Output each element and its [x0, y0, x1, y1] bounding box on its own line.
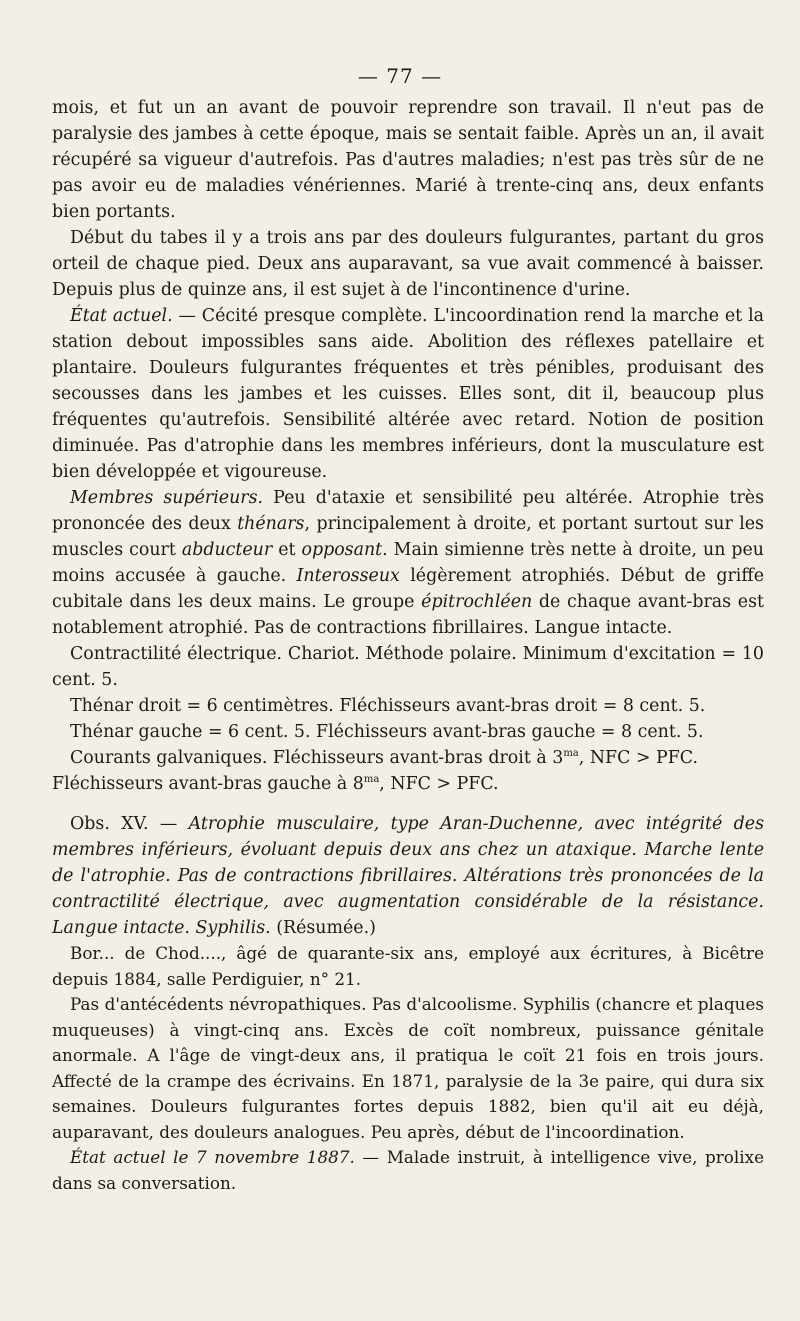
section-label: État actuel le 7 novembre 1887.: [70, 1147, 355, 1167]
paragraph: Thénar gauche = 6 cent. 5. Fléchisseurs avant-bras gauche = 8 cent. 5.: [70, 722, 704, 742]
paragraph: Pas d'antécédents névropathiques. Pas d'alcoolisme. Syphilis (chancre et plaques muqueuses) à vingt-cinq ans. Excès de coït nombreux, puissance génitale anormale. A l'âge de vingt-deux ans, il pratiqua le coït 21 fois en trois jours. Affecté de la crampe des écrivains. En 1871, paralysie de la 3e paire, qui dura six semaines. Douleurs fulgurantes fortes depuis 1882, bien qu'il ait eu déjà, auparavant, des douleurs analogues. Peu après, début de l'incoordination.: [52, 994, 764, 1142]
paragraph: Membres supérieurs. Peu d'ataxie et sensibilité peu altérée. Atrophie très prononcée des deux thénars, principalement à droite, et portant surtout sur les muscles court abducteur et opposant. Main simienne très nette à droite, un peu moins accusée à gauche. Interosseux légèrement atrophiés. Début de griffe cubitale dans les deux mains. Le groupe épitrochléen de chaque avant-bras est notablement atrophié. Pas de contractions fibrillaires. Langue intacte.: [52, 488, 765, 638]
observation-heading: Obs. XV. — Atrophie musculaire, type Aran-Duchenne, avec intégrité des membres inférieurs, évoluant depuis deux ans chez un ataxique. Marche lente de l'atrophie. Pas de contractions fibrillaires. Altérations très prononcées de la contractilité électrique, avec augmentation considérable de la résistance. Langue intacte. Syphilis. (Résumée.): [52, 814, 764, 938]
page-number: — 77 —: [357, 64, 443, 88]
section-label: Membres supérieurs.: [70, 488, 264, 508]
paragraph: État actuel. — Cécité presque complète. L'incoordination rend la marche et la station debout impossibles sans aide. Abolition des réflexes patellaire et plantaire. Douleurs fulgurantes fréquentes et très pénibles, produisant des secousses dans les jambes et les cuisses. Elles sont, dit il, beaucoup plus fréquentes qu'autrefois. Sensibilité altérée avec retard. Notion de position diminuée. Pas d'atrophie dans les membres inférieurs, dont la musculature est bien développée et vigoureuse.: [52, 306, 764, 482]
paragraph: Contractilité électrique. Chariot. Méthode polaire. Minimum d'excitation = 10 cent. 5.: [52, 644, 764, 690]
page-body: [52, 95, 764, 1196]
paragraph: Bor... de Chod...., âgé de quarante-six ans, employé aux écritures, à Bicêtre depuis 1884, salle Perdiguier, n° 21.: [52, 943, 764, 989]
section-label: État actuel.: [70, 306, 173, 326]
paragraph: État actuel le 7 novembre 1887. — Malade instruit, à intelligence vive, prolixe dans sa conversation.: [52, 1147, 764, 1193]
paragraph: Début du tabes il y a trois ans par des douleurs fulgurantes, partant du gros orteil de chaque pied. Deux ans auparavant, sa vue avait commencé à baisser. Depuis plus de quinze ans, il est sujet à de l'incontinence d'urine.: [52, 228, 764, 300]
paragraph: Thénar droit = 6 centimètres. Fléchisseurs avant-bras droit = 8 cent. 5.: [70, 696, 706, 716]
paragraph: mois, et fut un an avant de pouvoir reprendre son travail. Il n'eut pas de paralysie des jambes à cette époque, mais se sentait faible. Après un an, il avait récupéré sa vigueur d'autrefois. Pas d'autres maladies; n'est pas très sûr de ne pas avoir eu de maladies vénériennes. Marié à trente-cinq ans, deux enfants bien portants.: [52, 98, 764, 222]
paragraph: Courants galvaniques. Fléchisseurs avant-bras droit à $3^{ma}$, NFC > PFC.: [70, 748, 699, 768]
paragraph: Fléchisseurs avant-bras gauche à $8^{ma}$, NFC > PFC.: [52, 774, 499, 794]
